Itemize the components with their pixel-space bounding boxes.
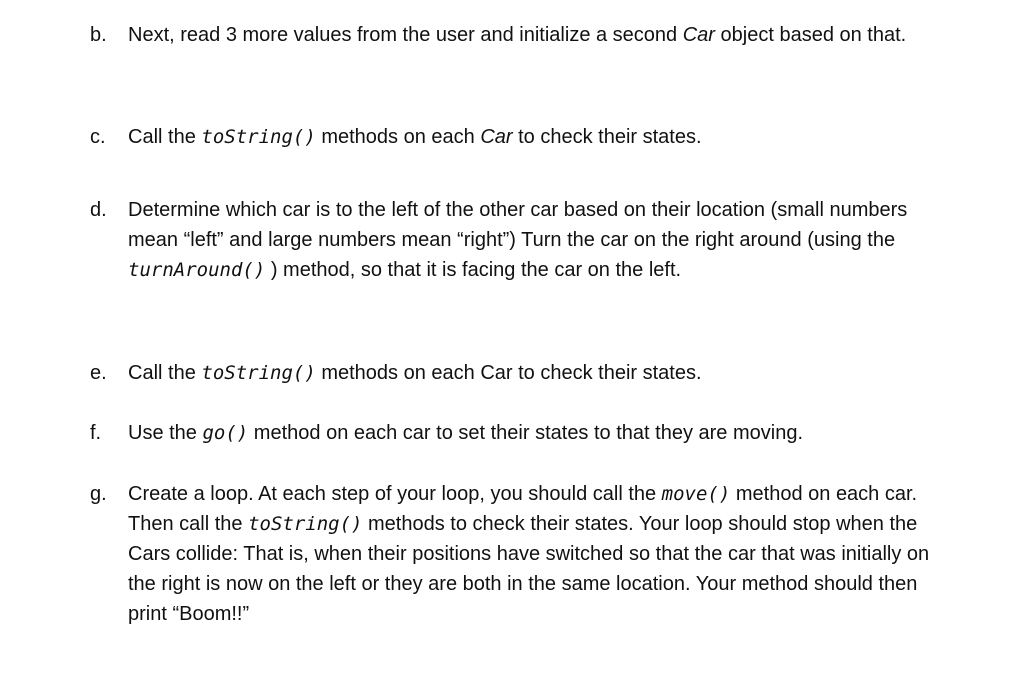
list-item-b — [90, 20, 970, 50]
list-item-f — [90, 418, 970, 448]
list-item-d — [90, 195, 970, 285]
text-segment: methods on each Car to check their states. — [315, 362, 702, 384]
text-segment: method on each car to set their states to that they are moving. — [248, 422, 803, 444]
text-segment: methods to check their states. Your loop should stop when the Cars collide: That is, when their positions have switched so that the car that was initially on the right is now on the left or they are both in the same location. Your method should then print “Boom!!” — [128, 513, 930, 625]
text-segment: Call the — [128, 362, 202, 384]
list-marker: c. — [90, 126, 106, 148]
item-text — [128, 195, 948, 285]
code-tostring: toString() — [201, 362, 316, 384]
item-text — [128, 358, 948, 388]
code-tostring: toString() — [201, 126, 316, 148]
code-go: go() — [202, 422, 249, 444]
item-text — [128, 418, 948, 448]
item-text — [128, 122, 948, 152]
car-class-name: Car — [682, 24, 715, 46]
list-item-c — [90, 122, 970, 152]
list-marker: d. — [90, 199, 107, 221]
text-segment: methods on each — [315, 126, 481, 148]
text-segment: to check their states. — [512, 126, 702, 148]
list-marker: b. — [90, 24, 107, 46]
code-turnaround: turnAround() — [128, 259, 266, 281]
item-text — [128, 20, 948, 50]
code-tostring: toString() — [248, 513, 363, 535]
text-segment: Call the — [128, 126, 202, 148]
list-item-g — [90, 479, 970, 629]
text-segment: ) method, so that it is facing the car on the left. — [265, 259, 682, 281]
car-class-name: Car — [480, 126, 513, 148]
text-segment: object based on that. — [714, 24, 907, 46]
code-move: move() — [661, 483, 731, 505]
item-text — [128, 479, 948, 629]
text-segment: Use the — [128, 422, 203, 444]
text-segment: Next, read 3 more values from the user and initialize a second — [128, 24, 683, 46]
list-marker: g. — [90, 483, 107, 505]
text-segment: Determine which car is to the left of the other car based on their location (small numbers mean “left” and large numbers mean “right”) Turn the car on the right around (using the — [128, 199, 908, 251]
list-marker: f. — [90, 422, 102, 444]
list-marker: e. — [90, 362, 107, 384]
text-segment: Create a loop. At each step of your loop, you should call the — [128, 483, 662, 505]
text-segment: method on each car. Then call the — [128, 483, 918, 535]
list-item-e — [90, 358, 970, 388]
